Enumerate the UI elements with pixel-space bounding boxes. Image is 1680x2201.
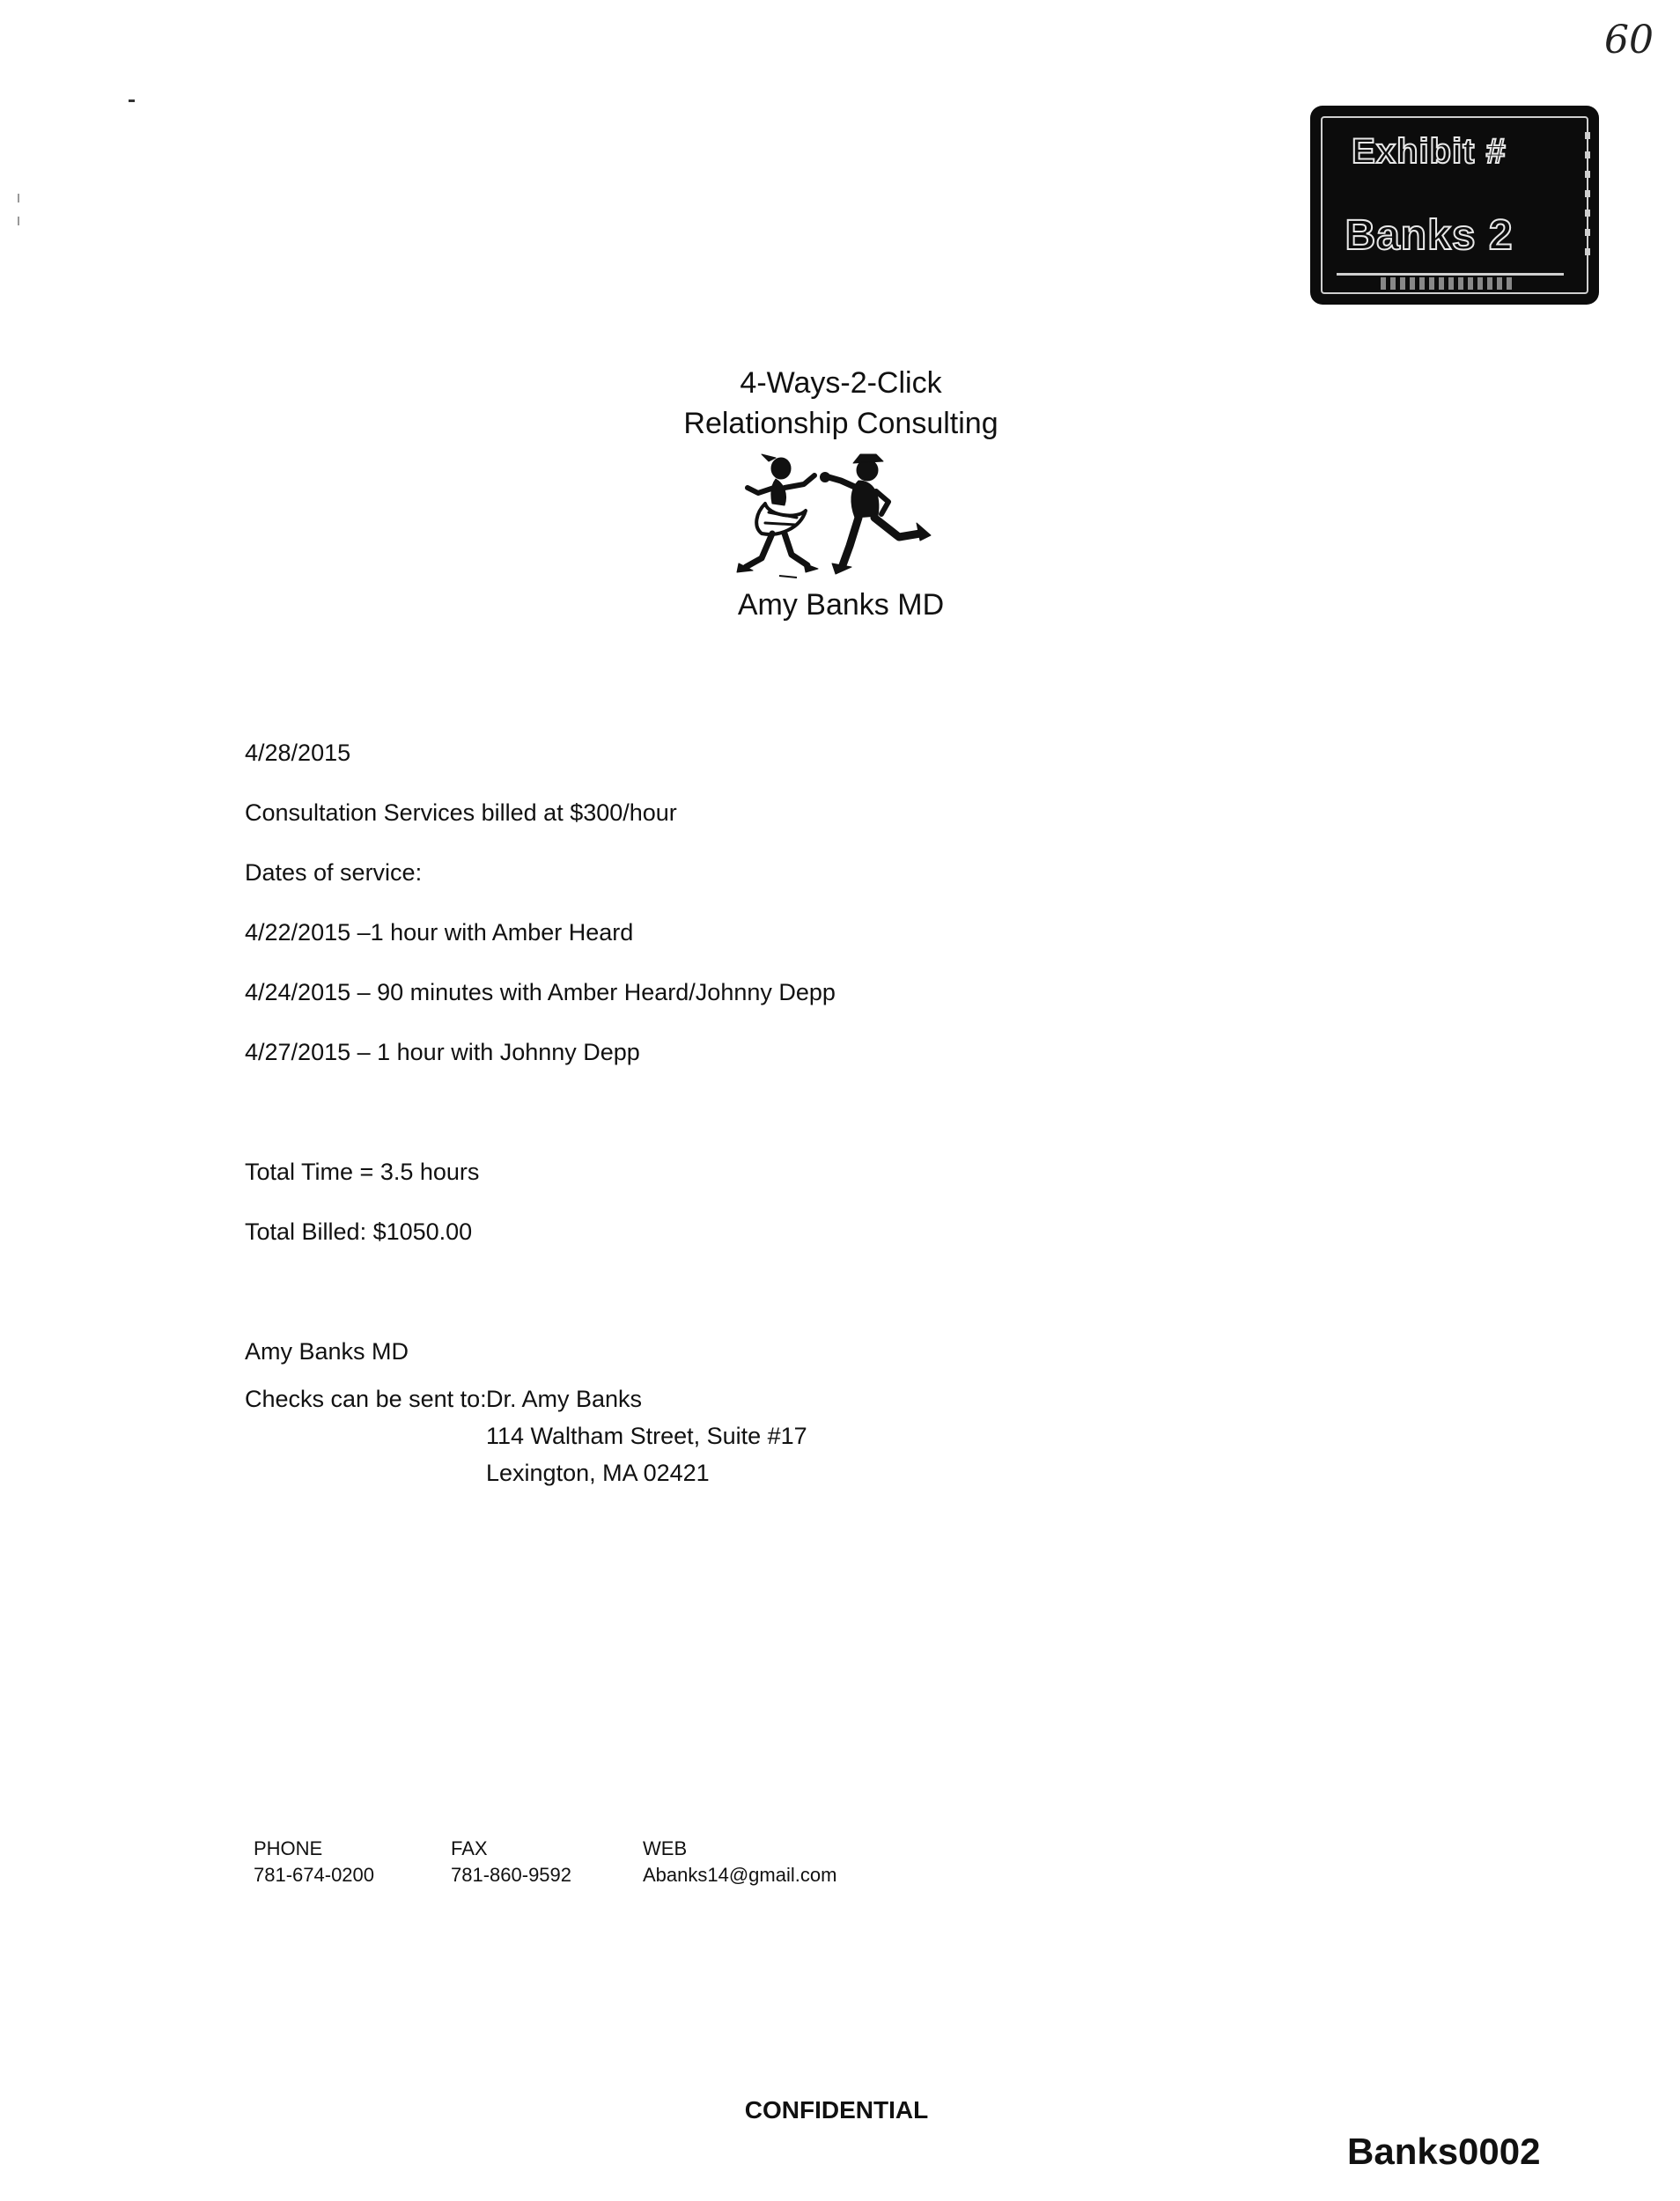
company-subtitle: Relationship Consulting bbox=[683, 407, 998, 440]
email-address: Abanks14@gmail.com bbox=[643, 1864, 837, 1886]
payee-name: Dr. Amy Banks bbox=[486, 1386, 643, 1412]
exhibit-sticker bbox=[1310, 106, 1599, 305]
company-name: 4-Ways-2-Click bbox=[740, 366, 942, 400]
bates-number: Banks0002 bbox=[1347, 2131, 1541, 2172]
exhibit-rule bbox=[1337, 273, 1564, 276]
confidential-label: CONFIDENTIAL bbox=[744, 2096, 929, 2124]
fax-label: FAX bbox=[451, 1837, 488, 1859]
service-line: 4/27/2015 – 1 hour with Johnny Depp bbox=[245, 1039, 640, 1065]
page-number: 60 bbox=[1604, 18, 1654, 63]
doctor-name: Amy Banks MD bbox=[737, 588, 945, 622]
exhibit-name: Banks 2 bbox=[1345, 212, 1514, 259]
address-street: 114 Waltham Street, Suite #17 bbox=[486, 1423, 807, 1449]
signature-name: Amy Banks MD bbox=[245, 1338, 409, 1365]
checks-label: Checks can be sent to: bbox=[245, 1386, 487, 1412]
total-time: Total Time = 3.5 hours bbox=[245, 1159, 480, 1185]
phone-label: PHONE bbox=[254, 1837, 323, 1859]
service-line: 4/22/2015 –1 hour with Amber Heard bbox=[245, 919, 634, 946]
scan-mark bbox=[18, 194, 19, 202]
scan-mark bbox=[129, 99, 135, 102]
exhibit-edge-marks bbox=[1585, 132, 1590, 264]
letterhead bbox=[564, 363, 1118, 444]
dancing-couple-icon bbox=[726, 449, 947, 581]
fax-number: 781-860-9592 bbox=[451, 1864, 572, 1886]
dates-of-service-heading: Dates of service: bbox=[245, 859, 423, 886]
exhibit-title: Exhibit # bbox=[1352, 132, 1507, 171]
address-city: Lexington, MA 02421 bbox=[486, 1460, 710, 1486]
total-billed: Total Billed: $1050.00 bbox=[245, 1218, 473, 1245]
phone-number: 781-674-0200 bbox=[254, 1864, 375, 1886]
exhibit-stamp-marks bbox=[1381, 277, 1513, 290]
web-label: WEB bbox=[643, 1837, 688, 1859]
invoice-date: 4/28/2015 bbox=[245, 740, 351, 766]
service-line: 4/24/2015 – 90 minutes with Amber Heard/Johnny Depp bbox=[245, 979, 836, 1005]
billing-rate: Consultation Services billed at $300/hour bbox=[245, 799, 677, 826]
scan-mark bbox=[18, 217, 19, 225]
